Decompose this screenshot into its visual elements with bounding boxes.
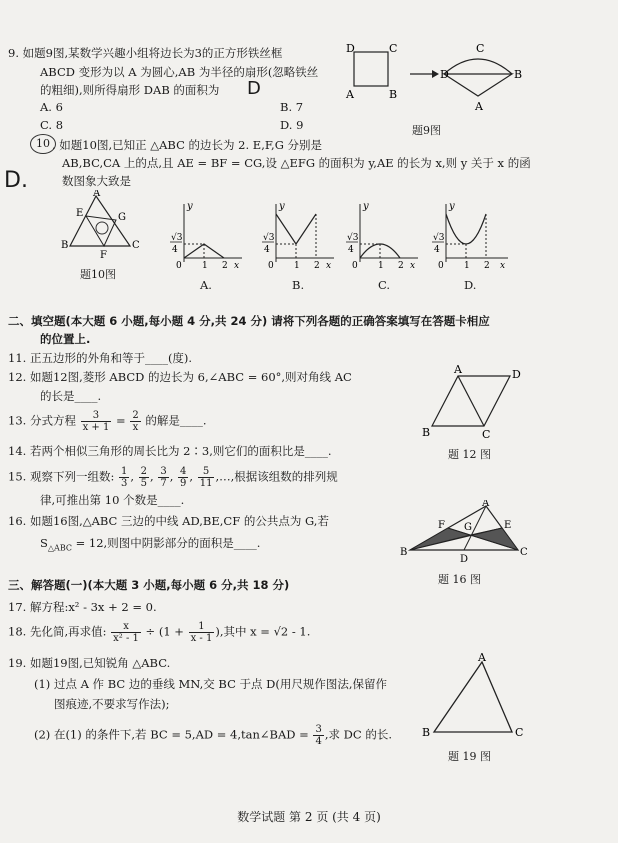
origin-label: 0 (438, 261, 444, 270)
denominator-4: 4 (348, 245, 354, 255)
x-label: x (410, 261, 416, 270)
origin-label: 0 (352, 261, 358, 270)
diagonal-ac (458, 376, 484, 426)
origin-label: 0 (268, 261, 274, 270)
triangle-efg (86, 216, 116, 246)
tick-1: 1 (202, 261, 208, 270)
q10-line2: AB,BC,CA 上的点,且 AE = BF = CG,设 △EFG 的面积为 y,AE 的长为 x,则 y 关于 x 的函 (62, 156, 531, 170)
fig16-label-e: E (504, 520, 512, 531)
q9-option-c: C. 8 (40, 118, 64, 132)
x-label: x (500, 261, 506, 270)
q16-line1: 16. 如题16图,△ABC 三边的中线 AD,BE,CF 的公共点为 G,若 (8, 514, 329, 528)
fig10-label-a: A (93, 190, 101, 199)
fraction (198, 466, 215, 489)
graph-curve (184, 244, 224, 258)
q10-fig-caption: 题10图 (80, 268, 116, 281)
fraction (313, 724, 323, 747)
fig10-label-c: C (132, 240, 140, 251)
q16-fig-caption: 题 16 图 (438, 573, 481, 586)
question-11: 11. 正五边形的外角和等于____(度). (8, 351, 193, 365)
tick-1: 1 (464, 261, 470, 270)
fig9-label-b2: B (514, 68, 523, 81)
area-symbol: S (40, 536, 48, 550)
denominator: 3 (120, 478, 128, 489)
fig12-label-a: A (454, 364, 462, 376)
fraction (189, 621, 215, 644)
graph-curve (360, 244, 400, 258)
handwritten-answer-mark: D. (4, 168, 28, 193)
question-18 (8, 621, 310, 644)
denominator: 5 (140, 478, 148, 489)
equals-sign: = (116, 413, 126, 428)
q12-line2: 的长是____. (40, 389, 102, 403)
question-14: 14. 若两个相似三角形的周长比为 2∶3,则它们的面积比是____. (8, 444, 332, 458)
section-2-heading: 二、填空题(本大题 6 小题,每小题 4 分,共 24 分) 请将下列各题的正确答案填写在答题卡相应 (8, 314, 490, 328)
fraction (130, 410, 140, 433)
q13-suffix: 的解是____. (145, 413, 207, 428)
fraction (111, 621, 141, 644)
shaded-region (410, 528, 470, 550)
origin-label: 0 (176, 261, 182, 270)
graph-curve (446, 214, 486, 244)
fig16-label-d: D (460, 554, 469, 565)
numerator: 2 (132, 410, 139, 421)
graph-curve (276, 214, 316, 244)
graph-option-b (258, 200, 338, 270)
tick-1: 1 (294, 261, 300, 270)
q19-part1-line2: 图痕迹,不要求写作法); (54, 697, 170, 711)
q9-line2: ABCD 变形为以 A 为圆心,AB 为半径的扇形(忽略铁丝 (40, 65, 319, 79)
graph-option-d (428, 200, 512, 270)
section-2-heading-cont: 的位置上. (40, 332, 91, 346)
q12-fig-caption: 题 12 图 (448, 448, 491, 461)
fig16-label-b: B (400, 547, 408, 558)
fraction (119, 466, 129, 489)
q18-prefix: 18. 先化简,再求值: (8, 624, 107, 639)
fig9-label-c2: C (476, 42, 485, 55)
y-label: y (187, 201, 193, 212)
fig12-label-c: C (482, 428, 491, 441)
tick-2: 2 (398, 261, 404, 270)
q18-suffix: ),其中 x = √2 - 1. (215, 624, 311, 639)
denominator: x² - 1 (113, 633, 139, 644)
q9-option-b: B. 7 (280, 100, 304, 114)
fig16-label-c: C (520, 547, 528, 558)
shaded-region (470, 528, 518, 550)
arrow-head-icon (432, 70, 439, 78)
fig12-label-d: D (512, 368, 521, 381)
fig19-label-b: B (422, 726, 431, 739)
denominator: x + 1 (82, 422, 110, 433)
q19-part1-line1: (1) 过点 A 作 BC 边的垂线 MN,交 BC 于点 D(用尺规作图法,保留作 (34, 677, 388, 691)
q9-fig-caption: 题9图 (412, 124, 441, 137)
q10-line1: . 如题10图,已知正 △ABC 的边长为 2. E,F,G 分别是 (52, 138, 323, 152)
numerator: 3 (160, 466, 167, 477)
y-label: y (279, 201, 285, 212)
numerator: 5 (198, 466, 215, 478)
fig10-label-b: B (61, 240, 69, 251)
denominator: 11 (199, 478, 213, 489)
page-footer: 数学试题 第 2 页 (共 4 页) (237, 810, 381, 824)
fig9-label-a2: A (475, 100, 483, 113)
numerator: x (111, 621, 141, 633)
q15-line1: 15. 观察下列一组数: $\frac{1}{3}$ , $\frac{2}{5}$ , $\frac{3}{7}$ , $\frac{4}{9}$ , $\frac{5}{11}$ ,…,根据该组数的排列规 (8, 466, 338, 489)
q19-fig-caption: 题 19 图 (448, 750, 491, 763)
fig16-label-f: F (438, 520, 445, 531)
sqrt3-label: √3 (347, 233, 359, 243)
tick-1: 1 (378, 261, 384, 270)
fig9-label-d2: D (440, 68, 449, 81)
fig19-label-c: C (515, 726, 524, 739)
numerator: 3 (315, 724, 322, 735)
q9-figure (340, 40, 540, 120)
q9-option-a: A. 6 (40, 100, 63, 114)
q9-line3: 的粗细),则所得扇形 DAB 的面积为 (40, 83, 220, 97)
q10-option-a: A. (200, 278, 212, 292)
numerator: 1 (120, 466, 128, 477)
numerator: 4 (180, 466, 187, 477)
q10-option-b: B. (292, 278, 305, 292)
q16-figure (398, 500, 528, 568)
fraction (139, 466, 149, 489)
handwritten-answer-mark: D (247, 78, 261, 99)
tick-2: 2 (484, 261, 490, 270)
section-3-heading: 三、解答题(一)(本大题 3 小题,每小题 6 分,共 18 分) (8, 578, 290, 592)
handwritten-circle (96, 222, 108, 234)
area-subscript: △ABC (47, 543, 72, 553)
denominator: x - 1 (190, 633, 213, 644)
q10-figure (60, 190, 150, 260)
q19-part2-suffix: ,求 DC 的长. (324, 727, 393, 742)
numerator: 1 (189, 621, 215, 633)
question-17: 17. 解方程:x² - 3x + 2 = 0. (8, 600, 157, 614)
fig12-label-b: B (422, 426, 431, 439)
denominator: 7 (160, 478, 167, 489)
fig9-label-a: A (346, 88, 354, 101)
fig9-label-b: B (389, 88, 398, 101)
q15-prefix: 15. 观察下列一组数: (8, 469, 115, 484)
fig9-label-c: C (389, 42, 398, 55)
graph-option-c (342, 200, 422, 270)
fig16-label-a: A (482, 500, 490, 509)
fig9-label-d: D (346, 42, 355, 55)
sqrt3-label: √3 (171, 233, 183, 243)
denominator-4: 4 (434, 245, 440, 255)
tick-2: 2 (314, 261, 320, 270)
fig16-label-g: G (464, 522, 472, 533)
q10-circled-number: 10 (30, 134, 56, 154)
denominator: x (132, 422, 139, 433)
q15-suffix: ,…,根据该组数的排列规 (215, 469, 338, 484)
q10-option-d: D. (464, 278, 477, 292)
square-abcd (354, 52, 388, 86)
fraction (81, 410, 112, 433)
x-label: x (326, 261, 332, 270)
q10-line3: 数图象大致是 (62, 174, 131, 188)
q16-line2-text: = 12,则图中阴影部分的面积是____. (71, 536, 261, 550)
y-label: y (449, 201, 455, 212)
q19-part2-prefix: (2) 在(1) 的条件下,若 BC = 5,AD = 4,tan∠BAD = (34, 727, 309, 742)
q10-option-c: C. (378, 278, 391, 292)
sector-radii (444, 74, 512, 96)
fig19-label-a: A (478, 652, 486, 664)
q15-line2: 律,可推出第 10 个数是____. (40, 493, 185, 507)
denominator-4: 4 (264, 245, 270, 255)
q16-line2 (40, 535, 260, 552)
q9-option-d: D. 9 (280, 118, 304, 132)
q18-middle: ÷ (1 + (145, 624, 184, 639)
fraction (158, 466, 168, 489)
q12-figure (418, 364, 528, 444)
x-label: x (234, 261, 240, 270)
fig10-label-f: F (100, 250, 107, 260)
denominator-4: 4 (172, 245, 178, 255)
graph-option-a (166, 200, 246, 270)
q19-figure (420, 652, 530, 742)
sqrt3-label: √3 (263, 233, 275, 243)
sqrt3-label: √3 (433, 233, 445, 243)
sector-arc (444, 59, 512, 74)
denominator: 4 (315, 736, 322, 747)
q19-line1: 19. 如题19图,已知锐角 △ABC. (8, 656, 171, 670)
fig10-label-g: G (118, 212, 126, 223)
q12-line1: 12. 如题12图,菱形 ABCD 的边长为 6,∠ABC = 60°,则对角线 AC (8, 370, 352, 384)
numerator: 2 (140, 466, 148, 477)
q9-line1: 9. 如题9图,某数学兴趣小组将边长为3的正方形铁丝框 (8, 46, 283, 60)
q13-prefix: 13. 分式方程 (8, 413, 76, 428)
denominator: 9 (180, 478, 187, 489)
q19-part2 (34, 724, 392, 747)
question-13 (8, 410, 207, 433)
y-label: y (363, 201, 369, 212)
fig10-label-e: E (76, 208, 84, 219)
triangle-abc (434, 662, 512, 732)
tick-2: 2 (222, 261, 228, 270)
numerator: 3 (81, 410, 112, 422)
fraction (178, 466, 188, 489)
